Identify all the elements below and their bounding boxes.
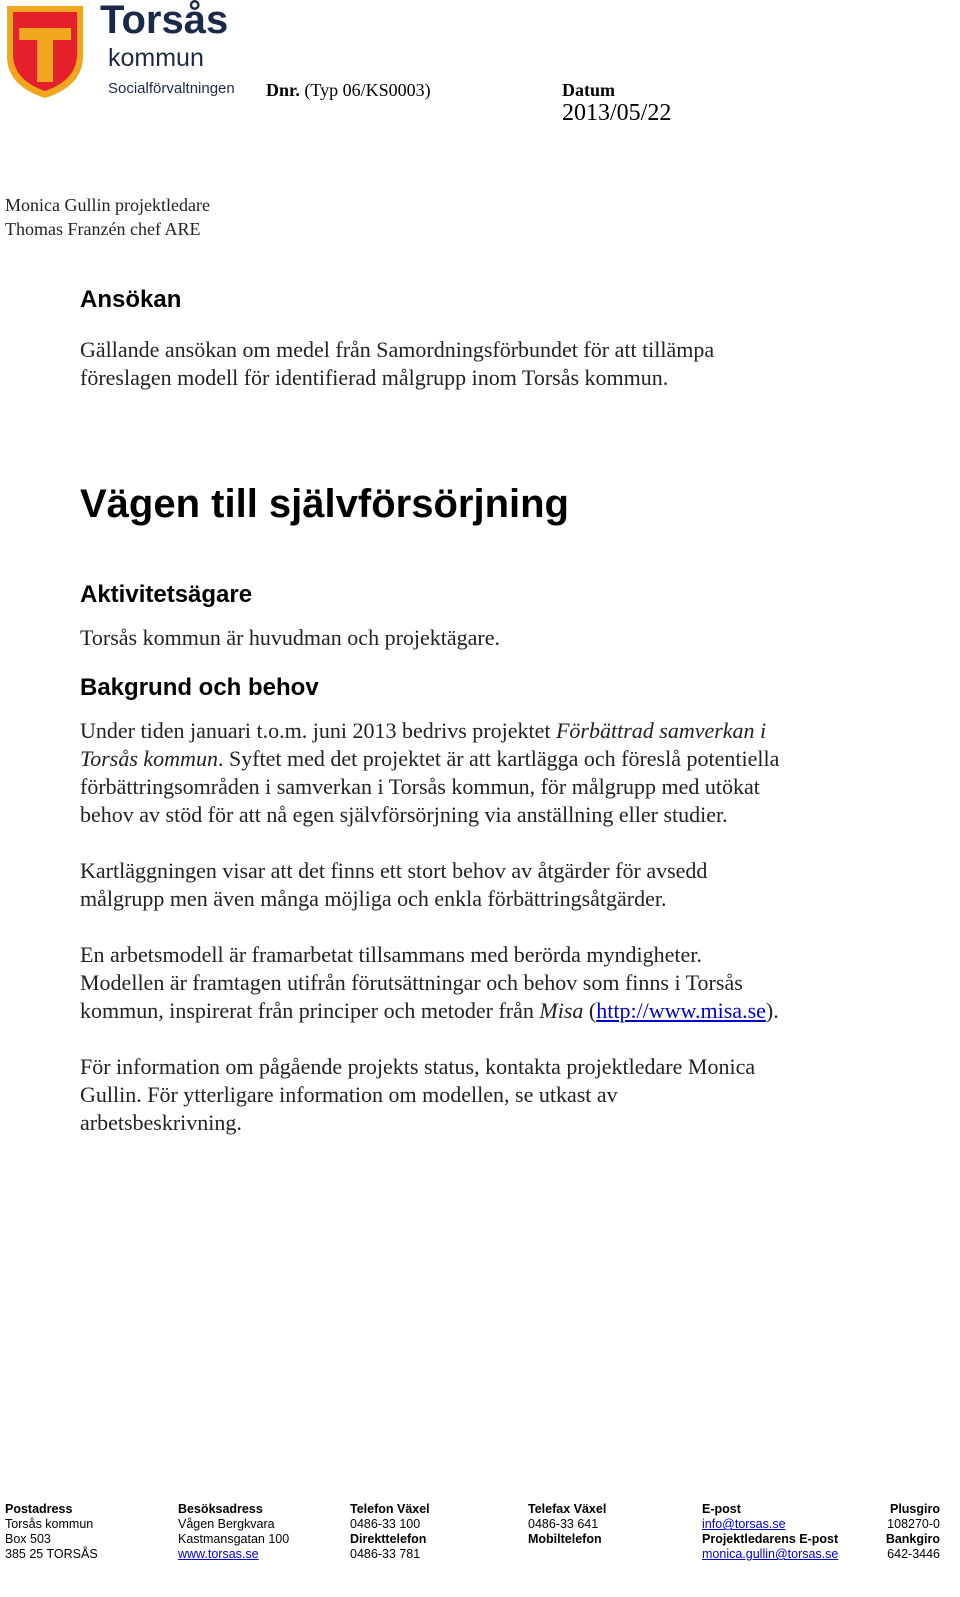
heading-bakgrund: Bakgrund och behov (80, 674, 319, 701)
website-link[interactable]: www.torsas.se (178, 1547, 259, 1561)
text-span: Under tiden januari t.o.m. juni 2013 bedrivs projektet (80, 718, 556, 743)
footer-value: 0486-33 100 (350, 1517, 421, 1531)
bakgrund-paragraph-1 (80, 717, 780, 829)
bakgrund-paragraph-3 (80, 941, 780, 1025)
footer-value: 108270-0 (887, 1517, 940, 1531)
dnr-label: Dnr. (266, 80, 300, 100)
footer-value: Torsås kommun (5, 1517, 94, 1531)
footer-label: E-post (702, 1502, 741, 1516)
logo-subtitle: kommun (108, 44, 204, 72)
date-value: 2013/05/22 (562, 100, 672, 126)
footer-label: Bankgiro (885, 1532, 940, 1546)
recipients (5, 193, 210, 241)
misa-name: Misa (539, 998, 584, 1023)
coat-of-arms-icon (5, 4, 85, 100)
footer-value: 642-3446 (887, 1547, 940, 1561)
heading-aktivitetsagare: Aktivitetsägare (80, 581, 253, 608)
recipient-line: Monica Gullin projektledare (5, 195, 210, 215)
project-leader-email-link[interactable]: monica.gullin@torsas.se (702, 1547, 839, 1561)
heading-ansokan: Ansökan (80, 286, 182, 313)
footer-label: Postadress (5, 1502, 73, 1516)
footer-giro (886, 1502, 940, 1562)
footer-label: Telefax Växel (528, 1502, 607, 1516)
text-span: ). (765, 998, 779, 1023)
footer-value: 385 25 TORSÅS (5, 1547, 98, 1561)
misa-link[interactable]: http://www.misa.se (596, 998, 766, 1023)
footer-value: 0486-33 781 (350, 1547, 421, 1561)
footer-label: Telefon Växel (350, 1502, 430, 1516)
footer-epost (702, 1502, 838, 1562)
footer-besoksadress (178, 1502, 289, 1562)
footer-value: Box 503 (5, 1532, 51, 1546)
bakgrund-paragraph-2: Kartläggningen visar att det finns ett stort behov av åtgärder för avsedd målgrupp men även många möjliga och enkla förbättringsåtgärder. (80, 858, 708, 911)
logo-title: Torsås (100, 0, 229, 42)
ansokan-text: Gällande ansökan om medel från Samordningsförbundet för att tillämpa föreslagen modell för identifierad målgrupp inom Torsås kommun. (80, 337, 715, 390)
email-link[interactable]: info@torsas.se (702, 1517, 786, 1531)
footer-label: Projektledarens E-post (702, 1532, 839, 1546)
text-span: En arbetsmodell är framarbetat tillsammans med berörda myndigheter. Modellen är framtagen utifrån förutsättningar och behov som finns i Torsås kommun, inspirerat från principer och metoder från (80, 942, 743, 1023)
footer-postadress (5, 1502, 98, 1562)
recipient-line: Thomas Franzén chef ARE (5, 219, 201, 239)
footer-value: Kastmansgatan 100 (178, 1532, 290, 1546)
text-span: . Syftet med det projektet är att kartlägga och föreslå potentiella förbättringsområden i samverkan i Torsås kommun, för målgrupp med utökat behov av stöd för att nå egen självförsörjning via anställning eller studier. (80, 746, 780, 827)
dnr-value: (Typ 06/KS0003) (304, 80, 431, 100)
footer-label: Mobiltelefon (528, 1532, 602, 1546)
footer-telefon (350, 1502, 430, 1562)
footer-telefax (528, 1502, 606, 1547)
aktivitetsagare-text: Torsås kommun är huvudman och projektägare. (80, 625, 501, 650)
document-title: Vägen till självförsörjning (80, 482, 569, 526)
torsas-kommun-logo (5, 0, 235, 100)
logo-department: Socialförvaltningen (108, 80, 235, 97)
footer-label: Besöksadress (178, 1502, 263, 1516)
footer-value: 0486-33 641 (528, 1517, 599, 1531)
date-label: Datum (562, 80, 615, 100)
footer-label: Direkttelefon (350, 1532, 427, 1546)
text-span: ( (583, 998, 597, 1023)
footer-value: Vågen Bergkvara (178, 1517, 275, 1531)
diary-number (266, 80, 431, 101)
footer-label: Plusgiro (889, 1502, 940, 1516)
bakgrund-paragraph-4: För information om pågående projekts status, kontakta projektledare Monica Gullin. För ytterligare information om modellen, se utkast av arbetsbeskrivning. (80, 1054, 756, 1135)
project-name: Förbättrad samverkan i Torsås kommun (80, 718, 767, 771)
document-body (80, 286, 780, 1137)
